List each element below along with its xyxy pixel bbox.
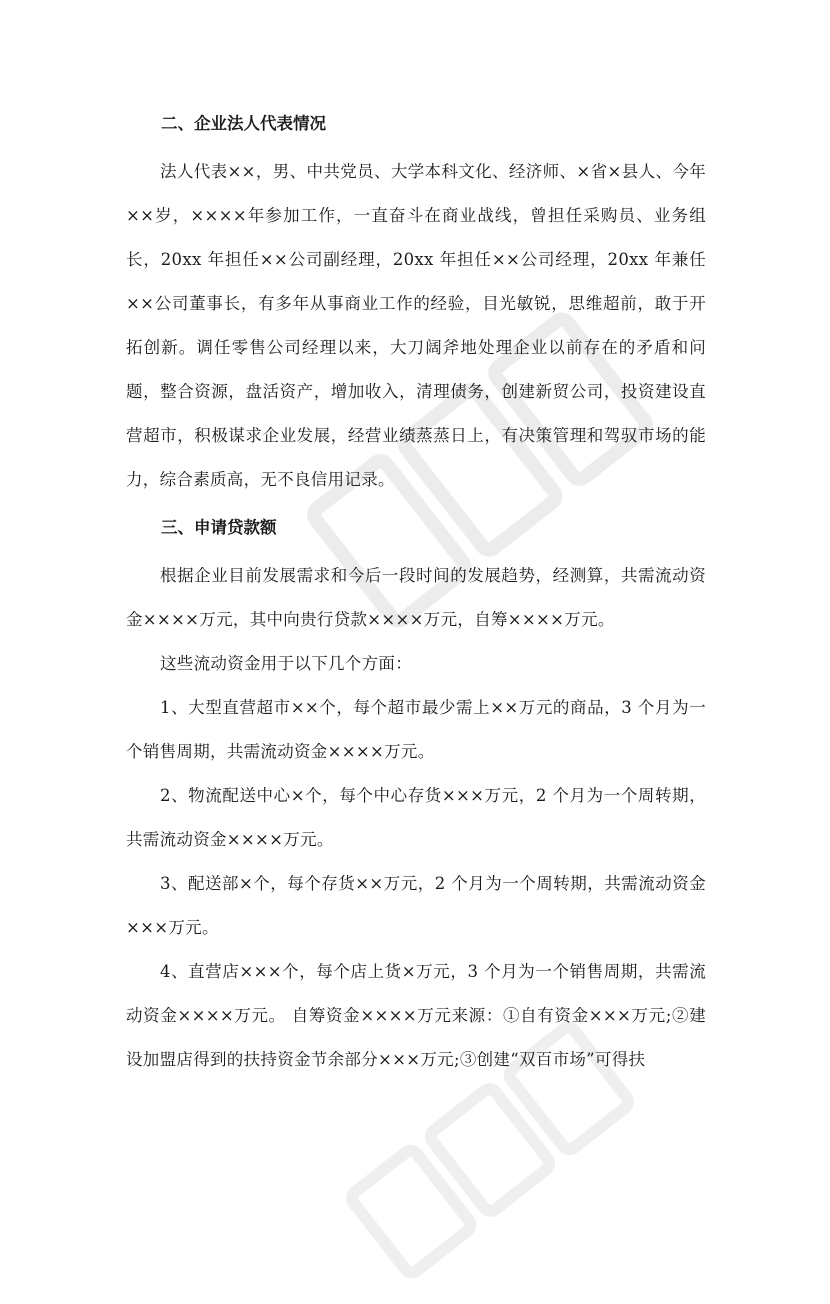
uses-intro-paragraph: 这些流动资金用于以下几个方面： (160, 654, 412, 673)
section-heading-loan-amount: 三、申请贷款额 (161, 518, 277, 537)
use-item-1: 1、大型直营超市××个，每个超市最少需上××万元的商品，3 个月为一个销售周期，共需流动资金××××万元。 (126, 698, 706, 761)
use-item-4: 4、直营店×××个，每个店上货×万元，3 个月为一个销售周期，共需流动资金××××万元。 自筹资金××××万元来源：①自有资金×××万元;②建设加盟店得到的扶持资金节余部分×××万元;③创建“双百市场”可得扶 (126, 962, 706, 1069)
loan-intro-paragraph: 根据企业目前发展需求和今后一段时间的发展趋势，经测算，共需流动资金××××万元，其中向贵行贷款××××万元，自筹××××万元。 (126, 566, 706, 629)
document-body (126, 104, 706, 1082)
use-item-2: 2、物流配送中心×个，每个中心存货×××万元，2 个月为一个周转期，共需流动资金××××万元。 (126, 786, 706, 849)
section-heading-legal-representative: 二、企业法人代表情况 (161, 114, 326, 133)
legal-representative-paragraph: 法人代表××，男、中共党员、大学本科文化、经济师、×省×县人、今年××岁，××××年参加工作，一直奋斗在商业战线，曾担任采购员、业务组长，20xx 年担任××公司副经理，20xx 年担任××公司经理，20xx 年兼任××公司董事长，有多年从事商业工作的经验，目光敏锐，思维超前，敢于开拓创新。调任零售公司经理以来，大刀阔斧地处理企业以前存在的矛盾和问题，整合资源，盘活资产，增加收入，清理债务，创建新贸公司，投资建设直营超市，积极谋求企业发展，经营业绩蒸蒸日上，有决策管理和驾驭市场的能力，综合素质高，无不良信用记录。 (126, 162, 706, 489)
use-item-3: 3、配送部×个，每个存货××万元，2 个月为一个周转期，共需流动资金×××万元。 (126, 874, 706, 937)
